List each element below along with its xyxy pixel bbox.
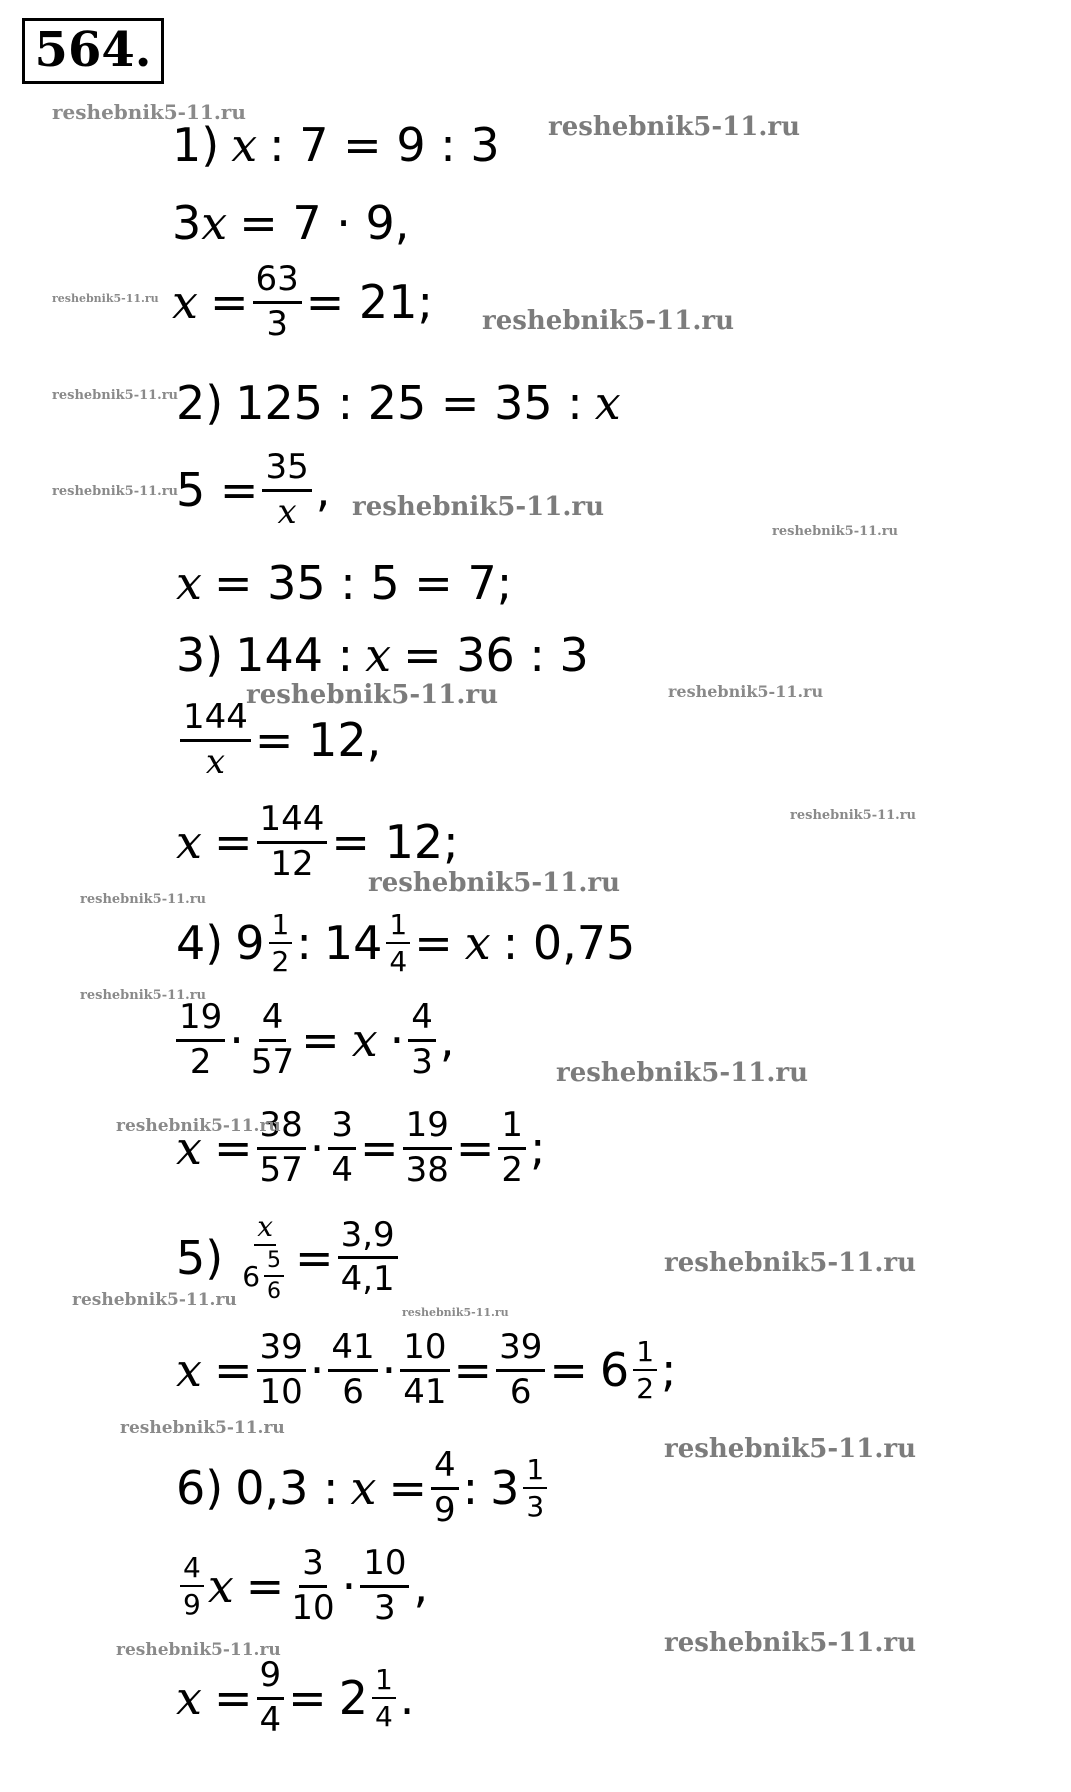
numerator: 4 [259,1000,287,1042]
numerator: 19 [403,1108,452,1150]
semicolon: ; [661,1343,677,1398]
mixed-number [324,910,414,977]
numerator: 3 [328,1108,356,1150]
fraction [269,910,293,977]
denominator: 2 [189,1041,212,1082]
equals: = [301,1013,340,1068]
fraction [403,1105,452,1190]
s2-l2-lead: 5 = [176,463,259,518]
var-x: x [176,556,202,610]
s5-line-2 [176,1327,677,1412]
numerator: 4 [431,1448,459,1490]
s1-line-3 [172,259,433,344]
fraction [257,1327,306,1412]
s4-label: 4) [176,916,224,971]
fraction [328,1327,377,1412]
s3-l3-rest: = 12; [331,815,459,870]
fraction [176,997,225,1082]
numerator: 1 [633,1337,657,1371]
fraction [372,1662,396,1734]
watermark: reshebnik5-11.ru [668,682,824,701]
denominator: 57 [259,1149,303,1190]
fraction [288,1543,337,1628]
watermark: reshebnik5-11.ru [52,484,179,499]
watermark: reshebnik5-11.ru [72,1290,237,1310]
mixed-number [235,910,296,977]
watermark: reshebnik5-11.ru [116,1116,281,1136]
s3-line-2 [176,697,382,782]
comma: , [413,1559,429,1614]
fraction [180,697,251,782]
watermark: reshebnik5-11.ru [352,492,605,522]
var-x: x [365,628,392,682]
denominator: x [205,741,226,782]
equals: = [549,1343,588,1398]
whole: 2 [338,1671,368,1726]
equals: = [455,1121,495,1176]
var-x: x [351,1013,378,1068]
equals: = [453,1343,493,1398]
whole: 9 [235,916,265,971]
denominator: 2 [501,1149,524,1190]
numerator: 19 [176,1000,225,1042]
watermark: reshebnik5-11.ru [402,1306,509,1319]
watermark: reshebnik5-11.ru [246,680,499,710]
fraction [328,1105,356,1190]
denominator: 3 [374,1587,396,1628]
denominator: 4 [389,945,408,979]
watermark: reshebnik5-11.ru [772,524,899,539]
watermark: reshebnik5-11.ru [368,868,621,898]
numerator: x [254,1212,276,1246]
var-x: x [176,815,202,870]
watermark: reshebnik5-11.ru [664,1628,917,1658]
s6-line-3 [176,1655,415,1740]
numerator: 39 [496,1330,545,1372]
watermark: reshebnik5-11.ru [52,292,159,305]
fraction [257,799,328,884]
equals: = [288,1671,327,1726]
fraction [180,1550,204,1622]
dot: · [309,1121,325,1176]
s3-l2-rest: = 12, [254,713,382,768]
s2-line-2 [176,447,331,532]
var-x: x [176,1671,202,1726]
s2-label: 2) [176,376,224,430]
fraction [262,447,311,532]
denominator: 9 [434,1489,456,1530]
s1-l2-rest: = 7 · 9, [239,196,410,250]
watermark: reshebnik5-11.ru [664,1434,917,1464]
equals: = [295,1230,334,1285]
fraction [338,1214,398,1300]
var-x: x [201,196,228,250]
semicolon: ; [530,1121,546,1176]
denominator: 10 [259,1371,303,1412]
numerator: 1 [523,1455,547,1489]
denominator: 2 [636,1372,655,1406]
whole: 6 [599,1343,630,1398]
whole: 14 [323,916,383,971]
period: . [399,1671,415,1726]
dot: · [229,1013,244,1068]
s2-l1-text: 125 : 25 = 35 : [235,376,583,430]
fraction [264,1249,284,1303]
s6-l1-text: 0,3 : [235,1461,339,1516]
numerator: 39 [257,1330,306,1372]
denominator: 3 [266,303,288,344]
whole: 3 [490,1461,520,1516]
s1-l1-rest: : 7 = 9 : 3 [269,118,500,172]
s1-l2-lead: 3 [172,196,202,250]
dot: · [381,1343,397,1398]
equals: = [213,1121,253,1176]
s1-label: 1) [172,118,220,172]
equals: = [388,1461,427,1516]
s2-line-1 [176,376,621,430]
watermark: reshebnik5-11.ru [120,1418,285,1438]
mixed-number [338,1662,400,1734]
s4-line-1 [176,910,635,977]
denominator: 4 [374,1700,393,1734]
watermark: reshebnik5-11.ru [790,808,917,823]
colon: : [296,916,312,971]
numerator: 10 [400,1330,449,1372]
equals: = [213,1671,253,1726]
fraction [257,1655,285,1740]
comma: , [439,1013,455,1068]
colon: : [462,1461,479,1516]
watermark: reshebnik5-11.ru [80,988,207,1003]
var-x: x [176,1343,202,1398]
var-x: x [207,1559,234,1614]
fraction [633,1334,657,1406]
equals: = [213,1343,253,1398]
denominator: 3 [526,1490,545,1524]
dot: · [309,1343,325,1398]
watermark: reshebnik5-11.ru [482,306,735,336]
numerator: 41 [328,1330,377,1372]
s3-l1-rest: = 36 : 3 [403,628,589,682]
s1-l3-rest: = 21; [305,275,433,330]
mixed-number [242,1249,288,1303]
fraction [523,1452,547,1524]
watermark: reshebnik5-11.ru [116,1640,281,1660]
denominator: 4,1 [340,1259,395,1300]
denominator: 6 [509,1371,532,1412]
s1-line-1 [172,118,500,172]
s6-line-2 [176,1543,429,1628]
fraction [386,910,410,977]
denominator: 4 [259,1699,282,1740]
denominator: 41 [403,1371,447,1412]
s6-line-1 [176,1445,551,1530]
s3-label: 3) [176,628,224,682]
whole: 6 [242,1259,261,1293]
s6-label: 6) [176,1461,224,1516]
equals: = [213,815,253,870]
numerator: 9 [257,1658,285,1700]
var-x: x [231,118,258,172]
equals: = [209,275,249,330]
var-x: x [172,275,198,330]
var-x: x [464,916,491,971]
numerator: 5 [264,1249,284,1277]
denominator [239,1246,291,1303]
equals: = [360,1121,399,1176]
s2-l3-rest: = 35 : 5 = 7; [213,556,513,610]
numerator: 1 [498,1108,526,1150]
numerator: 3,9 [338,1218,398,1260]
dot: · [341,1559,357,1614]
numerator: 10 [360,1546,409,1588]
numerator: 144 [180,700,251,742]
s4-l1-rest: : 0,75 [502,916,636,971]
denominator: 4 [331,1149,354,1190]
var-x: x [176,1121,202,1176]
s2-line-3 [176,556,513,610]
watermark: reshebnik5-11.ru [52,100,246,124]
numerator: 144 [257,802,328,844]
denominator: 10 [291,1587,335,1628]
denominator: x [277,491,297,532]
s1-line-2 [172,196,410,250]
s3-l1-text: 144 : [235,628,354,682]
equals: = [414,916,453,971]
dot: · [389,1013,405,1068]
fraction [400,1327,449,1412]
watermark: reshebnik5-11.ru [664,1248,917,1278]
numerator: 3 [299,1546,327,1588]
denominator: 6 [267,1279,282,1305]
denominator: 38 [405,1149,449,1190]
numerator: 35 [262,450,311,492]
fraction [496,1327,545,1412]
numerator: 38 [257,1108,306,1150]
numerator: 1 [386,910,410,944]
denominator: 3 [411,1041,433,1082]
numerator: 4 [180,1553,204,1587]
s3-line-1 [176,628,589,682]
denominator: 12 [270,843,314,884]
fraction [431,1445,459,1530]
fraction [360,1543,409,1628]
denominator: 2 [271,945,290,979]
equals: = [245,1559,285,1614]
numerator: 1 [269,910,293,944]
problem-number: 564. [22,18,164,84]
var-x: x [594,376,621,430]
fraction [498,1105,526,1190]
denominator: 9 [183,1588,201,1622]
fraction [253,259,302,344]
mixed-number [490,1452,551,1524]
fraction [248,997,297,1082]
numerator: 4 [408,1000,436,1042]
numerator: 63 [253,262,302,304]
denominator: 57 [250,1041,295,1082]
denominator: 6 [342,1371,364,1412]
fraction [239,1212,291,1304]
watermark: reshebnik5-11.ru [52,388,179,403]
fraction [408,997,436,1082]
mixed-number [599,1334,661,1406]
var-x: x [350,1461,377,1516]
s4-line-2 [172,997,455,1082]
numerator: 1 [372,1665,396,1699]
s5-label: 5) [176,1230,224,1285]
comma: , [315,463,331,518]
watermark: reshebnik5-11.ru [556,1058,809,1088]
watermark: reshebnik5-11.ru [548,112,801,142]
watermark: reshebnik5-11.ru [80,892,207,907]
